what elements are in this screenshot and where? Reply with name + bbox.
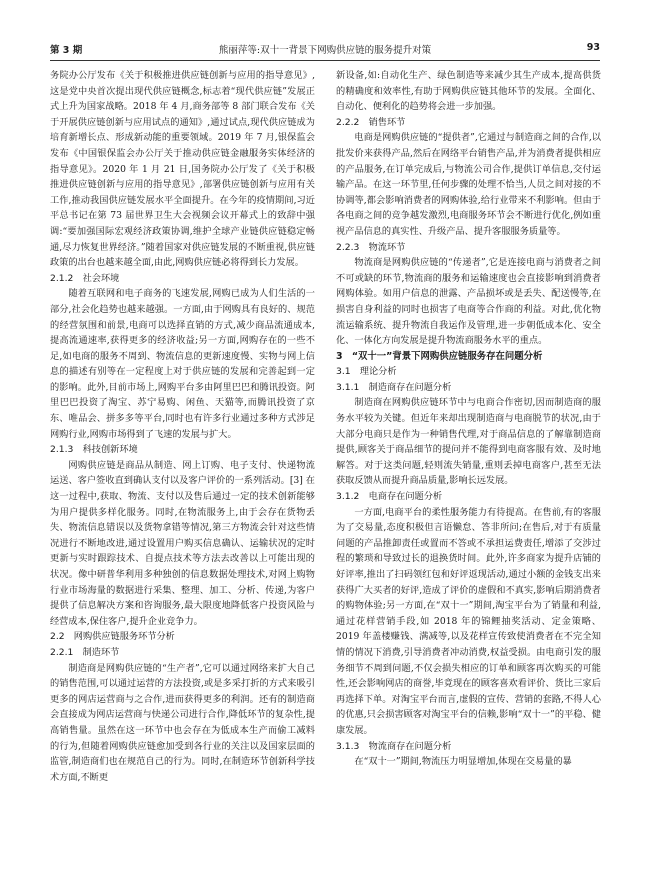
heading-3-1: 3.1 理论分析 [336, 366, 397, 378]
heading-3: 3 “双十一”背景下网购供应链服务存在问题分析 [336, 350, 543, 362]
heading-2-1-3: 2.1.3 科技创新环境 [50, 444, 138, 456]
heading-2-2: 2.2 网购供应链服务环节分析 [50, 631, 175, 643]
heading-3-1-3: 3.1.3 物流商存在问题分析 [336, 740, 452, 752]
heading-3-1-1: 3.1.1 制造商存在问题分析 [336, 381, 452, 393]
page-header [50, 38, 600, 61]
paragraph-manufacturer-problems: 制造商在网购供应链环节中与电商合作密切,因而制造商的服务水平较为关键。但近年来却出现制造商与电商脱节的状况,由于大部分电商只是作为一种销售代理,对于商品信息的了解靠制造商提供,顾客关于商品细节的提问并不能得到电商客服有效、及时地解答。对于这类问题,轻则流失销量,重则丢掉电商客户,甚至无法获取反馈从而提升商品质量,影响长远发展。 [336, 397, 601, 487]
running-title: 熊丽萍等:双十一背景下网购供应链的服务提升对策 [218, 45, 432, 56]
left-column [50, 68, 315, 873]
heading-3-1-2: 3.1.2 电商存在问题分析 [336, 491, 443, 503]
paragraph-manufacturing-continued: 新设备,如:自动化生产、绿色制造等来减少其生产成本,提高供货的精确度和效率性,有助于网购供应链其他环节的发展。全面化、自动化、便利化的趋势将会进一步加强。 [336, 70, 601, 113]
paragraph-social-environment: 随着互联网和电子商务的飞速发展,网购已成为人们生活的一部分,社会化趋势也越来越强。一方面,由于网购具有良好的、规范的经营氛围和前景,电商可以选择直销的方式,减少商品流通成本,提高流通速率,获得更多的经济收益;另一方面,网购存在的一些不足,如电商的服务不周到、物流信息的更新速度慢、实物与网上信息的描述有别等在一定程度上对于供应链的发展和完善起到一定的影响。此外,目前市场上,网购平台多由阿里巴巴和腾讯投资。阿里巴巴投资了淘宝、苏宁易购、闲鱼、天猫等,而腾讯投资了京东、唯品会、拼多多等平台,同时也有许多行业通过多种方式涉足网购行业,网购市场得到了飞速的发展与扩大。 [50, 288, 315, 440]
paragraph-logistics-problems: 在“双十一”期间,物流压力明显增加,体现在交易量的暴 [354, 756, 572, 768]
paragraph-tech-innovation: 网购供应链是商品从制造、网上订购、电子支付、快递物流运送、客户签收直到确认支付以及客户评价的一系列活动。[3] 在这一过程中,获取、物流、支付以及售后通过一定的技术创新能够为用户提供多样化服务。同时,在物流服务上,由于会存在货物丢失、物流信息错误以及货物拿错等情况,第三方物流会针对这些情况进行不断地改进,通过设置用户购买信息确认、运输状况的定时更新与实时跟踪技术、自提点技术等方法去改善以上可能出现的状况。像中研普华利用多种独创的信息数据处理技术,对网上购物行业市场海量的数据进行采集、整理、加工、分析、传递,为客户提供了信息解决方案和咨询服务,最大限度地降低客户投资风险与经营成本,保住客户,提升企业竞争力。 [50, 459, 315, 627]
paragraph-ecommerce-problems: 一方面,电商平台的柔性服务能力有待提高。在售前,有的客服为了交易量,态度积极但言语懒怠、答非所问;在售后,对于有质量问题的产品推卸责任或置而不答或不承担运费责任,增添了交涉过程的繁琐和导致过长的退换货时间。此外,许多商家为提升店铺的好评率,推出了扫码领红包和好评返现活动,通过小额的金钱支出来获得广大买者的好评,造成了评价的虚假和不真实,影响后期消费者的购物体验;另一方面,在“双十一”期间,淘宝平台为了销量和利益,通过花样营销手段,如 2018 年的锦鲤抽奖活动、定金策略、2019 年盖楼赚钱、满减等,以及花样宣传致使消费者在不完全知情的情况下消费,引导消费者冲动消费,权益受损。由电商引发的服务细节不周到问题,不仅会损失相应的订单和顾客再次购买的可能性,还会影响网店的商誉,毕竟现在的顾客喜欢看评价、货比三家后再选择下单。对淘宝平台而言,虚假的宣传、营销的套路,不得人心的优惠,只会损害顾客对淘宝平台的信赖,影响“双十一”的平稳、健康发展。 [336, 506, 601, 736]
heading-2-2-3: 2.2.3 物流环节 [336, 241, 406, 253]
page-number: 93 [586, 42, 600, 53]
paragraph-manufacturing: 制造商是网购供应链的“生产者”,它可以通过网络来扩大自己的销售范围,可以通过运营的方法投资,或是多采打折的方式来吸引更多的网店运营商与之合作,进而获得更多的利润。还有的制造商会直接成为网店运营商与快递公司进行合作,降低环节的复杂性,提高销售量。虽然在这一环节中也会存在为低成本生产而偷工减料的行为,但随着网购供应链愈加受到各行业的关注以及国家层面的监管,制造商们也在规范自己的行为。同时,在制造环节创新科学技术方面,不断更 [50, 662, 315, 783]
paragraph-policy-continued: 务院办公厅发布《关于积极推进供应链创新与应用的指导意见》,这是党中央首次提出现代供应链概念,标志着“现代供应链”发展正式上升为国家战略。2018 年 4 月,商务部等 8 部门联合发布《关于开展供应链创新与应用试点的通知》,通过试点,现代供应链成为培育新增长点、形成新动能的重要领域。2019 年 7 月,银保监会发布《中国银保监会办公厅关于推动供应链金融服务实体经济的指导意见》。2020 年 1 月 21 日,国务院办公厅发了《关于积极推进供应链创新与应用的指导意见》,部署供应链创新与应用有关工作,推动我国供应链发展水平全面提升。在今年的疫情期间,习近平总书记在第 73 届世界卫生大会视频会议开幕式上的致辞中强调:“要加强国际宏观经济政策协调,维护全球产业链供应链稳定畅通,尽力恢复世界经济。”随着国家对供应链发展的不断重视,供应链政策的出台也越来越全面,由此,网购供应链必将得到长力发展。 [50, 70, 315, 269]
right-column [336, 68, 601, 873]
heading-2-1-2: 2.1.2 社会环境 [50, 272, 120, 284]
issue-label: 第 3 期 [50, 45, 83, 56]
heading-2-2-2: 2.2.2 销售环节 [336, 116, 406, 128]
heading-2-2-1: 2.2.1 制造环节 [50, 646, 120, 658]
paragraph-logistics: 物流商是网购供应链的“传递者”,它是连接电商与消费者之间不可或缺的环节,物流商的服务和运输速度也会直接影响到消费者网购体验。如用户信息的泄露、产品损坏或是丢失、配送慢等,在损害自身利益的同时也损害了电商等合作商的利益。对此,优化物流运输系统、提升物流自我运作及管理,进一步朝低成本化、安全化、一体化方向发展是提升物流商服务水平的重点。 [336, 257, 601, 347]
paragraph-sales: 电商是网购供应链的“提供者”,它通过与制造商之间的合作,以批发价来获得产品,然后在网络平台销售产品,并为消费者提供相应的产品服务,在订单完成后,与物流公司合作,提供订单信息,交付运输产品。在这一环节里,任何步骤的处理不恰当,人员之间对接的不协调等,都会影响消费者的网购体验,给行业带来不利影响。但由于各电商之间的竞争越发激烈,电商服务环节会不断进行优化,例如重视产品信息的真实性、升级产品、提升客服服务质量等。 [336, 132, 601, 237]
